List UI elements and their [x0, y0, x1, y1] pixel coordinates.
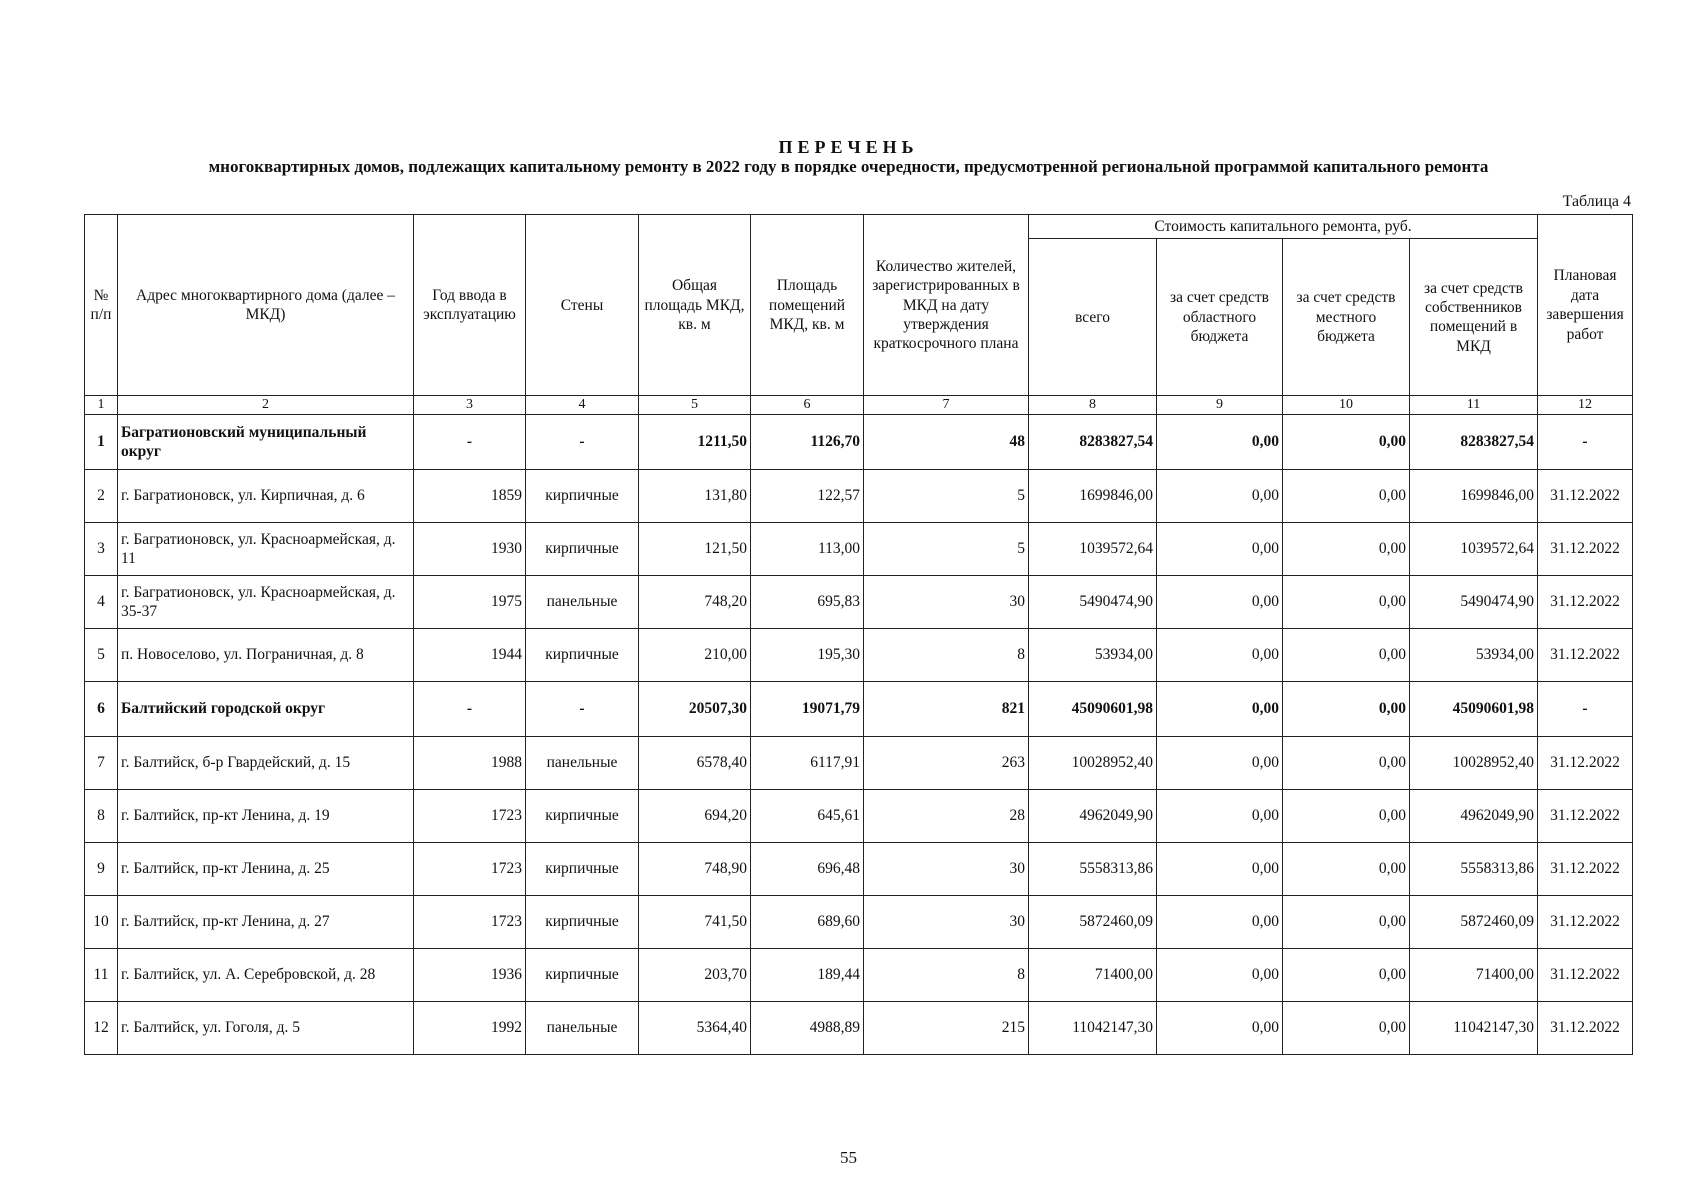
col-header-total-area: Общая площадь МКД, кв. м [639, 215, 751, 396]
residents-cell: 5 [864, 522, 1029, 575]
year-cell: 1723 [414, 895, 526, 948]
column-number: 12 [1538, 396, 1633, 415]
total-area-cell: 203,70 [639, 948, 751, 1001]
table-row [85, 575, 1633, 628]
residents-cell: 263 [864, 736, 1029, 789]
completion-date-cell: 31.12.2022 [1538, 1001, 1633, 1054]
column-number: 2 [118, 396, 414, 415]
col-header-cost-group: Стоимость капитального ремонта, руб. [1029, 215, 1538, 239]
cost-regional-cell: 0,00 [1157, 842, 1283, 895]
row-number-cell: 6 [85, 681, 118, 736]
residents-cell: 28 [864, 789, 1029, 842]
cost-local-cell: 0,00 [1283, 628, 1410, 681]
completion-date-cell: 31.12.2022 [1538, 789, 1633, 842]
column-number: 7 [864, 396, 1029, 415]
cost-regional-cell: 0,00 [1157, 628, 1283, 681]
cost-total-cell: 5558313,86 [1029, 842, 1157, 895]
year-cell: 1975 [414, 575, 526, 628]
column-number: 10 [1283, 396, 1410, 415]
total-area-cell: 131,80 [639, 469, 751, 522]
row-number-cell: 4 [85, 575, 118, 628]
total-area-cell: 5364,40 [639, 1001, 751, 1054]
year-cell: 1988 [414, 736, 526, 789]
cost-owners-cell: 45090601,98 [1410, 681, 1538, 736]
cost-owners-cell: 5558313,86 [1410, 842, 1538, 895]
cost-total-cell: 5490474,90 [1029, 575, 1157, 628]
completion-date-cell: 31.12.2022 [1538, 842, 1633, 895]
cost-total-cell: 5872460,09 [1029, 895, 1157, 948]
column-number-row [85, 396, 1633, 415]
col-header-walls: Стены [526, 215, 639, 396]
residents-cell: 30 [864, 895, 1029, 948]
row-number-cell: 12 [85, 1001, 118, 1054]
completion-date-cell: 31.12.2022 [1538, 628, 1633, 681]
address-cell: г. Багратионовск, ул. Красноармейская, д. 35-37 [118, 575, 414, 628]
cost-local-cell: 0,00 [1283, 789, 1410, 842]
walls-cell: кирпичные [526, 522, 639, 575]
cost-regional-cell: 0,00 [1157, 469, 1283, 522]
address-cell: Балтийский городской округ [118, 681, 414, 736]
completion-date-cell: 31.12.2022 [1538, 895, 1633, 948]
total-area-cell: 748,20 [639, 575, 751, 628]
table-row [85, 789, 1633, 842]
walls-cell: кирпичные [526, 895, 639, 948]
cost-local-cell: 0,00 [1283, 948, 1410, 1001]
residents-cell: 8 [864, 948, 1029, 1001]
completion-date-cell: 31.12.2022 [1538, 948, 1633, 1001]
table-row [85, 736, 1633, 789]
walls-cell: панельные [526, 575, 639, 628]
cost-owners-cell: 53934,00 [1410, 628, 1538, 681]
cost-regional-cell: 0,00 [1157, 789, 1283, 842]
column-number: 3 [414, 396, 526, 415]
cost-regional-cell: 0,00 [1157, 895, 1283, 948]
cost-local-cell: 0,00 [1283, 842, 1410, 895]
year-cell: 1859 [414, 469, 526, 522]
column-number: 6 [751, 396, 864, 415]
row-number-cell: 3 [85, 522, 118, 575]
cost-total-cell: 53934,00 [1029, 628, 1157, 681]
cost-local-cell: 0,00 [1283, 895, 1410, 948]
year-cell: - [414, 681, 526, 736]
walls-cell: кирпичные [526, 948, 639, 1001]
row-number-cell: 7 [85, 736, 118, 789]
premises-area-cell: 4988,89 [751, 1001, 864, 1054]
premises-area-cell: 189,44 [751, 948, 864, 1001]
col-header-completion: Плановая дата завершения работ [1538, 215, 1633, 396]
cost-owners-cell: 10028952,40 [1410, 736, 1538, 789]
col-header-local: за счет средств местного бюджета [1283, 239, 1410, 396]
total-area-cell: 20507,30 [639, 681, 751, 736]
address-cell: г. Балтийск, ул. Гоголя, д. 5 [118, 1001, 414, 1054]
cost-total-cell: 71400,00 [1029, 948, 1157, 1001]
address-cell: г. Балтийск, пр-кт Ленина, д. 19 [118, 789, 414, 842]
completion-date-cell: - [1538, 414, 1633, 469]
premises-area-cell: 122,57 [751, 469, 864, 522]
year-cell: - [414, 414, 526, 469]
col-header-regional: за счет средств областного бюджета [1157, 239, 1283, 396]
cost-owners-cell: 8283827,54 [1410, 414, 1538, 469]
cost-regional-cell: 0,00 [1157, 1001, 1283, 1054]
row-number-cell: 11 [85, 948, 118, 1001]
table-row-district-total [85, 414, 1633, 469]
row-number-cell: 10 [85, 895, 118, 948]
walls-cell: кирпичные [526, 842, 639, 895]
year-cell: 1992 [414, 1001, 526, 1054]
table-row [85, 895, 1633, 948]
row-number-cell: 5 [85, 628, 118, 681]
total-area-cell: 694,20 [639, 789, 751, 842]
cost-owners-cell: 5490474,90 [1410, 575, 1538, 628]
table-row [85, 522, 1633, 575]
cost-local-cell: 0,00 [1283, 414, 1410, 469]
table-row [85, 469, 1633, 522]
address-cell: г. Балтийск, ул. А. Серебровской, д. 28 [118, 948, 414, 1001]
premises-area-cell: 6117,91 [751, 736, 864, 789]
table-row [85, 1001, 1633, 1054]
address-cell: п. Новоселово, ул. Пограничная, д. 8 [118, 628, 414, 681]
col-header-no: № п/п [85, 215, 118, 396]
cost-local-cell: 0,00 [1283, 575, 1410, 628]
residents-cell: 5 [864, 469, 1029, 522]
address-cell: г. Балтийск, пр-кт Ленина, д. 25 [118, 842, 414, 895]
cost-local-cell: 0,00 [1283, 522, 1410, 575]
cost-regional-cell: 0,00 [1157, 522, 1283, 575]
row-number-cell: 1 [85, 414, 118, 469]
residents-cell: 821 [864, 681, 1029, 736]
cost-total-cell: 11042147,30 [1029, 1001, 1157, 1054]
residents-cell: 30 [864, 842, 1029, 895]
total-area-cell: 1211,50 [639, 414, 751, 469]
cost-owners-cell: 1039572,64 [1410, 522, 1538, 575]
walls-cell: - [526, 414, 639, 469]
completion-date-cell: 31.12.2022 [1538, 736, 1633, 789]
premises-area-cell: 696,48 [751, 842, 864, 895]
total-area-cell: 210,00 [639, 628, 751, 681]
residents-cell: 30 [864, 575, 1029, 628]
cost-total-cell: 10028952,40 [1029, 736, 1157, 789]
column-number: 8 [1029, 396, 1157, 415]
cost-regional-cell: 0,00 [1157, 575, 1283, 628]
premises-area-cell: 645,61 [751, 789, 864, 842]
table-row [85, 628, 1633, 681]
cost-total-cell: 1039572,64 [1029, 522, 1157, 575]
column-number: 4 [526, 396, 639, 415]
column-number: 5 [639, 396, 751, 415]
cost-regional-cell: 0,00 [1157, 681, 1283, 736]
walls-cell: панельные [526, 1001, 639, 1054]
walls-cell: - [526, 681, 639, 736]
document-subtitle: многоквартирных домов, подлежащих капитальному ремонту в 2022 году в порядке очередности, предусмотренной региональной программой капитального ремонта [208, 157, 1489, 176]
cost-local-cell: 0,00 [1283, 469, 1410, 522]
col-header-address: Адрес многоквартирного дома (далее – МКД) [118, 215, 414, 396]
completion-date-cell: - [1538, 681, 1633, 736]
year-cell: 1944 [414, 628, 526, 681]
address-cell: г. Багратионовск, ул. Кирпичная, д. 6 [118, 469, 414, 522]
cost-local-cell: 0,00 [1283, 681, 1410, 736]
table-row-district-total [85, 681, 1633, 736]
cost-total-cell: 4962049,90 [1029, 789, 1157, 842]
premises-area-cell: 19071,79 [751, 681, 864, 736]
walls-cell: панельные [526, 736, 639, 789]
column-number: 9 [1157, 396, 1283, 415]
residents-cell: 8 [864, 628, 1029, 681]
cost-local-cell: 0,00 [1283, 1001, 1410, 1054]
cost-regional-cell: 0,00 [1157, 736, 1283, 789]
residents-cell: 48 [864, 414, 1029, 469]
cost-total-cell: 8283827,54 [1029, 414, 1157, 469]
col-header-premises-area: Площадь помещений МКД, кв. м [751, 215, 864, 396]
address-cell: Багратионовский муниципальный округ [118, 414, 414, 469]
completion-date-cell: 31.12.2022 [1538, 522, 1633, 575]
col-header-owners: за счет средств собственников помещений в МКД [1410, 239, 1538, 396]
address-cell: г. Балтийск, б-р Гвардейский, д. 15 [118, 736, 414, 789]
walls-cell: кирпичные [526, 789, 639, 842]
total-area-cell: 121,50 [639, 522, 751, 575]
cost-total-cell: 45090601,98 [1029, 681, 1157, 736]
walls-cell: кирпичные [526, 628, 639, 681]
total-area-cell: 6578,40 [639, 736, 751, 789]
premises-area-cell: 113,00 [751, 522, 864, 575]
page-number: 55 [840, 1148, 857, 1167]
year-cell: 1723 [414, 842, 526, 895]
cost-regional-cell: 0,00 [1157, 414, 1283, 469]
table-body [85, 414, 1633, 1054]
column-number: 1 [85, 396, 118, 415]
premises-area-cell: 695,83 [751, 575, 864, 628]
year-cell: 1936 [414, 948, 526, 1001]
residents-cell: 215 [864, 1001, 1029, 1054]
table-row [85, 948, 1633, 1001]
completion-date-cell: 31.12.2022 [1538, 469, 1633, 522]
year-cell: 1930 [414, 522, 526, 575]
cost-local-cell: 0,00 [1283, 736, 1410, 789]
col-header-year: Год ввода в эксплуатацию [414, 215, 526, 396]
table-number-label: Таблица 4 [1562, 193, 1631, 210]
premises-area-cell: 195,30 [751, 628, 864, 681]
address-cell: г. Балтийск, пр-кт Ленина, д. 27 [118, 895, 414, 948]
cost-regional-cell: 0,00 [1157, 948, 1283, 1001]
row-number-cell: 8 [85, 789, 118, 842]
column-number: 11 [1410, 396, 1538, 415]
total-area-cell: 748,90 [639, 842, 751, 895]
walls-cell: кирпичные [526, 469, 639, 522]
table-row [85, 842, 1633, 895]
document-title: ПЕРЕЧЕНЬ [778, 137, 919, 157]
total-area-cell: 741,50 [639, 895, 751, 948]
cost-owners-cell: 1699846,00 [1410, 469, 1538, 522]
repair-list-table [84, 214, 1633, 1055]
cost-owners-cell: 11042147,30 [1410, 1001, 1538, 1054]
completion-date-cell: 31.12.2022 [1538, 575, 1633, 628]
col-header-total: всего [1029, 239, 1157, 396]
row-number-cell: 9 [85, 842, 118, 895]
year-cell: 1723 [414, 789, 526, 842]
premises-area-cell: 689,60 [751, 895, 864, 948]
col-header-residents: Количество жителей, зарегистрированных в МКД на дату утверждения краткосрочного плана [864, 215, 1029, 396]
cost-total-cell: 1699846,00 [1029, 469, 1157, 522]
cost-owners-cell: 4962049,90 [1410, 789, 1538, 842]
address-cell: г. Багратионовск, ул. Красноармейская, д. 11 [118, 522, 414, 575]
premises-area-cell: 1126,70 [751, 414, 864, 469]
cost-owners-cell: 71400,00 [1410, 948, 1538, 1001]
cost-owners-cell: 5872460,09 [1410, 895, 1538, 948]
row-number-cell: 2 [85, 469, 118, 522]
